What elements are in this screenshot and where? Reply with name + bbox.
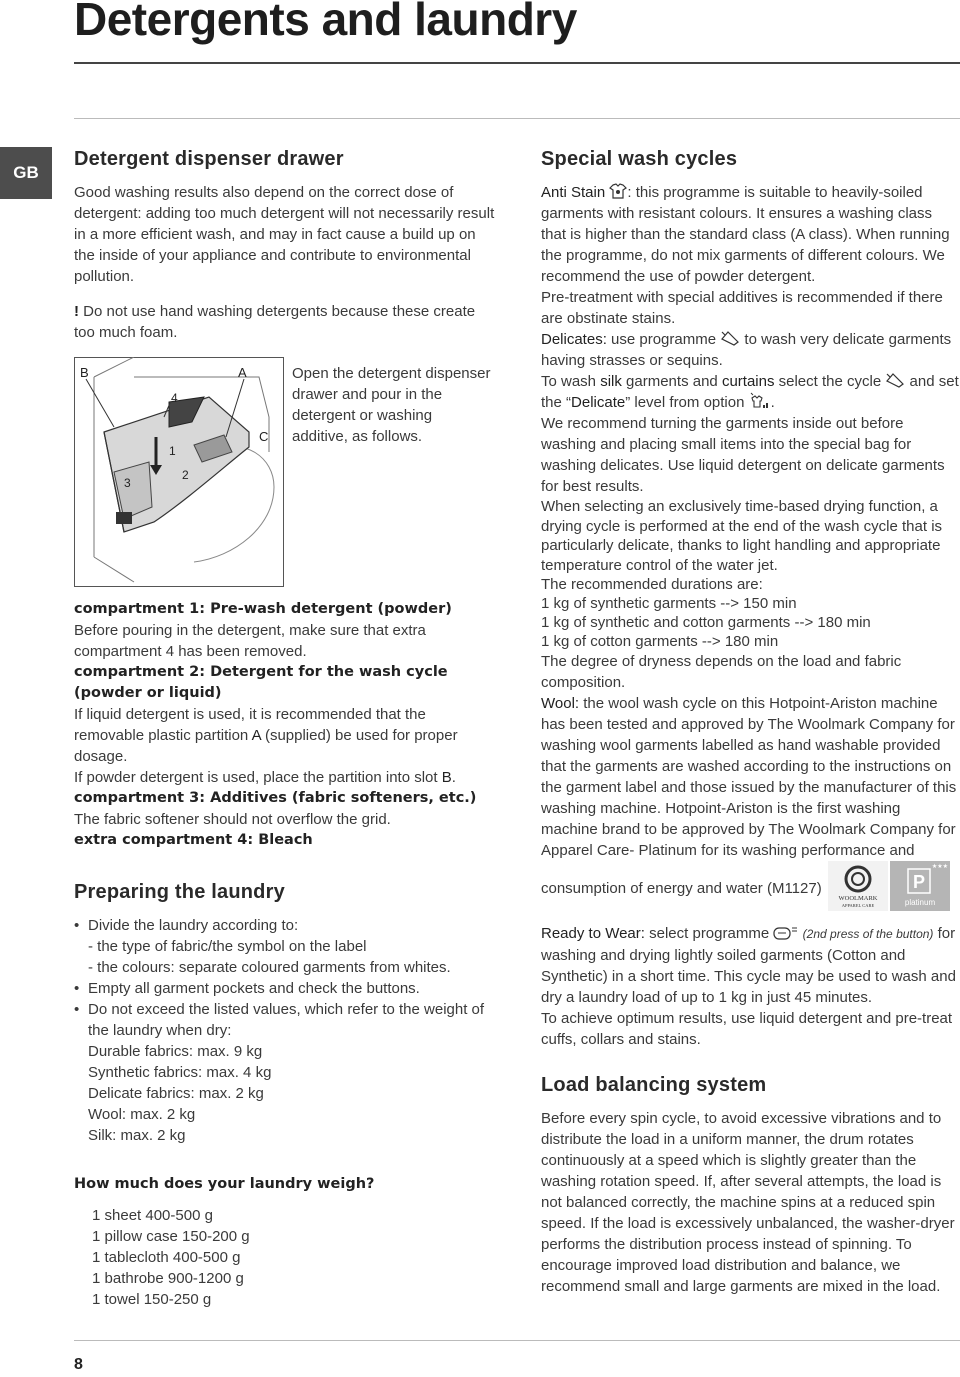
compartment-1-text: Before pouring in the detergent, make sure that extra compartment 4 has been removed. — [74, 622, 426, 660]
wool-paragraph: Wool: the wool wash cycle on this Hotpoint-Ariston machine has been tested and approved by The Woolmark Company for washing wool garments labelled as hand washable provided that the garments are washed according to the instructions on the garment label and those issued by the manufacturer of this washing machine. Hotpoint-Ariston is the first washing machine brand to be approved by The Woolmark Company for Apparel Care- Platinum for its washing performance and consumption of energy and water (M1127) WOOLMARK APPAREL CARE P platinum ★★★ — [541, 693, 960, 917]
compartment-4-title: extra compartment 4: Bleach — [74, 832, 313, 848]
label-1: 1 — [169, 444, 176, 458]
drying-text: When selecting an exclusively time-based drying function, a drying cycle is performed at the end of the wash cycle that is particularly delicate, thanks to light handling and appropriate temperature control of the water jet. — [541, 498, 943, 574]
weigh-heading: How much does your laundry weigh? — [74, 1176, 375, 1192]
weigh-item: 1 towel 150-250 g — [92, 1291, 212, 1308]
limit-item: Durable fabrics: max. 9 kg — [88, 1043, 263, 1060]
label-c: C — [259, 429, 269, 444]
weigh-item: 1 sheet 400-500 g — [92, 1207, 213, 1224]
label-2: 2 — [182, 468, 189, 482]
woolmark-text: WOOLMARK — [838, 895, 878, 902]
bullet-pockets: • Empty all garment pockets and check the buttons. — [74, 978, 499, 999]
compartment-2-liquid-text: If liquid detergent is used, it is recommended that the removable plastic partition A (supplied) be used for proper dosage. — [74, 706, 458, 765]
weigh-item: 1 bathrobe 900-1200 g — [92, 1270, 244, 1287]
pretreat-text: Pre-treatment with special additives is recommended if there are obstinate stains. — [541, 289, 943, 327]
silk-paragraph: To wash silk garments and curtains select the cycle and set the “Delicate” level from option . — [541, 373, 959, 411]
bullet-divide: • Divide the laundry according to: - the type of fabric/the symbol on the label - the colours: separate coloured garments from whites. — [74, 915, 499, 978]
platinum-text: platinum — [904, 898, 935, 907]
certification-logos — [828, 861, 950, 917]
weigh-list — [92, 1205, 499, 1310]
weigh-item: 1 pillow case 150-200 g — [92, 1228, 250, 1245]
durations-intro: The recommended durations are: — [541, 576, 763, 593]
left-column — [74, 146, 499, 1310]
title-rule — [74, 62, 960, 64]
label-b: B — [80, 365, 89, 380]
balancing-text: Before every spin cycle, to avoid excessive vibrations and to distribute the load in a uniform manner, the drum rotates continuously at a speed which is slightly greater than the washing rotation speed. If, after several attempts, the load is not balanced correctly, the machine spins at a reduced spin speed. If the load is excessively unbalanced, the washer-dryer performs the distribution process instead of spinning. To encourage improved load distribution and balance, we recommend small and large garments are mixed in the load. — [541, 1110, 955, 1295]
label-4: 4 — [171, 391, 178, 405]
ready-to-wear-icon — [773, 925, 799, 941]
laundry-heading: Preparing the laundry — [74, 881, 285, 903]
balancing-heading: Load balancing system — [541, 1074, 767, 1096]
label-3: 3 — [124, 476, 131, 490]
special-heading: Special wash cycles — [541, 148, 738, 170]
platinum-stars: ★★★ — [931, 863, 948, 870]
label-a: A — [238, 365, 247, 380]
slot-b-label: B — [441, 769, 452, 786]
partition-a-label: A — [251, 727, 261, 744]
dispenser-drawer-illustration — [74, 357, 284, 587]
dispenser-intro: Good washing results also depend on the correct dose of detergent: adding too much detergent will not necessarily result in a more efficient wash, and may in fact cause a build up on the inside of your appliance and contribute to environmental pollution. — [74, 184, 495, 285]
limit-item: Delicate fabrics: max. 2 kg — [88, 1085, 264, 1102]
duration-item: 1 kg of synthetic garments --> 150 min — [541, 595, 797, 612]
compartment-2-title: compartment 2: Detergent for the wash cycle (powder or liquid) — [74, 664, 448, 701]
warning-text: Do not use hand washing detergents because these create too much foam. — [74, 303, 476, 341]
limit-item: Wool: max. 2 kg — [88, 1106, 196, 1123]
footer-divider — [74, 1340, 960, 1341]
figure-caption: Open the detergent dispenser drawer and pour in the detergent or washing additive, as follows. — [292, 365, 491, 445]
inside-out-text: We recommend turning the garments inside out before washing and placing small items into the special bag for washing delicates. Use liquid detergent on delicate garments for best results. — [541, 415, 945, 495]
page-number: 8 — [74, 1356, 83, 1373]
woolmark-subtext: APPAREL CARE — [841, 903, 874, 908]
limit-item: Synthetic fabrics: max. 4 kg — [88, 1064, 272, 1081]
duration-item: 1 kg of cotton garments --> 180 min — [541, 633, 779, 650]
compartment-2-powder-text: If powder detergent is used, place the partition into slot B. — [74, 769, 456, 786]
duration-item: 1 kg of synthetic and cotton garments --> 180 min — [541, 614, 871, 631]
delicates-icon — [720, 329, 740, 347]
compartment-3-title: compartment 3: Additives (fabric softeners, etc.) — [74, 790, 477, 806]
dryness-text: The degree of dryness depends on the load and fabric composition. — [541, 653, 902, 691]
dispenser-heading: Detergent dispenser drawer — [74, 148, 344, 170]
compartment-3-text: The fabric softener should not overflow the grid. — [74, 811, 391, 828]
bullet-limits: • Do not exceed the listed values, which refer to the weight of the laundry when dry: Durable fabrics: max. 9 kg Synthetic fabrics: max. 4 kg Delicate fabrics: max. 2 kg Wool: max. 2 kg Silk: max. 2 kg — [74, 999, 499, 1146]
delicate-level-icon — [749, 392, 771, 410]
platinum-letter: P — [912, 872, 925, 892]
weigh-item: 1 tablecloth 400-500 g — [92, 1249, 241, 1266]
compartment-1-title: compartment 1: Pre-wash detergent (powder) — [74, 601, 452, 617]
right-column — [541, 146, 960, 1297]
ready-to-wear-tip: To achieve optimum results, use liquid detergent and pre-treat cuffs, collars and stains. — [541, 1010, 953, 1048]
delicates-label: Delicates: — [541, 331, 607, 348]
delicates-paragraph: Delicates: use programme to wash very delicate garments having strasses or sequins. — [541, 331, 952, 369]
woolmark-platinum-logo — [828, 861, 950, 911]
dispenser-figure — [74, 357, 499, 587]
warning-mark: ! — [74, 303, 79, 320]
language-tab: GB — [0, 147, 52, 199]
header-divider — [74, 118, 960, 119]
ready-to-wear-paragraph: Ready to Wear: select programme (2nd press of the button) for washing and drying lightly soiled garments (Cotton and Synthetic) in a short time. This cycle may be used to wash and dry a laundry load of up to 1 kg in just 45 minutes. — [541, 925, 956, 1006]
laundry-bullets — [74, 915, 499, 1146]
anti-stain-paragraph: Anti Stain : this programme is suitable to heavily-soiled garments with resistant colours. It ensures a washing class that is higher than the standard class (A class). When running the programme, do not mix garments of different colours. We recommend the use of powder detergent. — [541, 184, 950, 285]
page-title: Detergents and laundry — [74, 0, 577, 45]
wool-label: Wool: — [541, 695, 580, 712]
limit-item: Silk: max. 2 kg — [88, 1127, 186, 1144]
shirt-stain-icon — [609, 182, 627, 200]
foam-warning — [74, 301, 499, 343]
delicates-cycle-icon — [885, 371, 905, 389]
ready-to-wear-label: Ready to Wear: — [541, 925, 645, 942]
anti-stain-label: Anti Stain — [541, 184, 606, 201]
